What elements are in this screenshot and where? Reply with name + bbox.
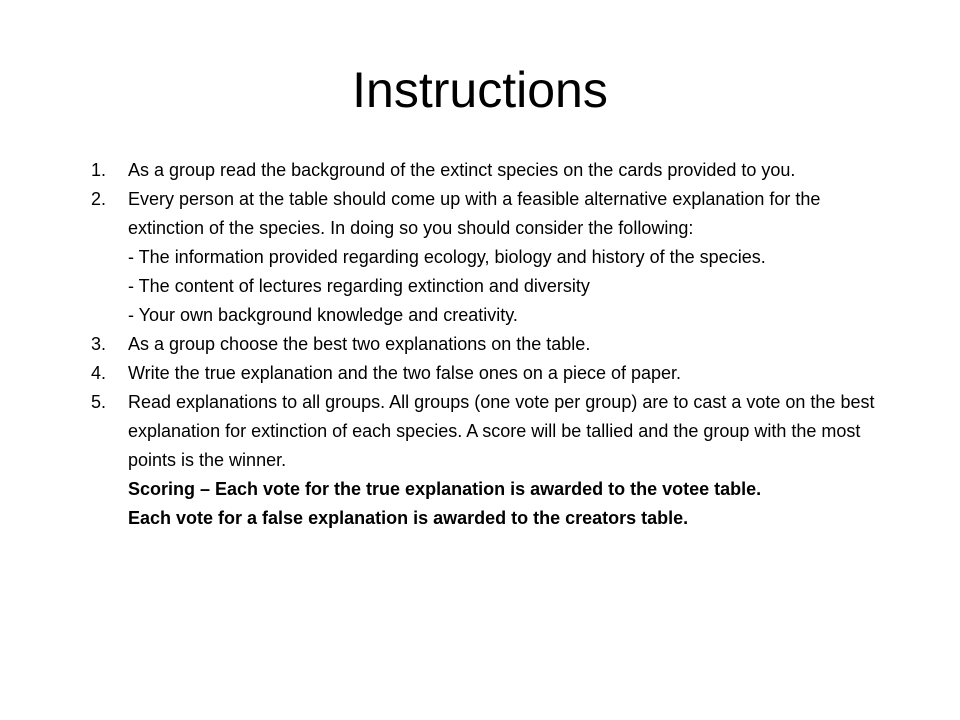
list-item-1: [91, 156, 881, 185]
item-text: Write the true explanation and the two false ones on a piece of paper.: [128, 363, 682, 383]
item-number: 1.: [91, 160, 107, 180]
item-number: 2.: [91, 189, 107, 209]
sub-point: - The content of lectures regarding extinction and diversity: [128, 276, 590, 296]
sub-point: - The information provided regarding ecology, biology and history of the species.: [128, 247, 766, 267]
scoring-rule: Scoring – Each vote for the true explanation is awarded to the votee table.: [128, 479, 762, 499]
item-number: 4.: [91, 363, 107, 383]
list-item-2: [91, 185, 881, 330]
list-item-4: [91, 359, 881, 388]
list-item-3: [91, 330, 881, 359]
instructions-list: [91, 156, 881, 533]
item-text: Every person at the table should come up with a feasible alternative explanation for the extinction of the species. In doing so you should consider the following:: [128, 189, 821, 238]
item-text: Read explanations to all groups. All groups (one vote per group) are to cast a vote on the best explanation for extinction of each species. A score will be tallied and the group with the most points is the winner.: [128, 392, 875, 470]
item-text: As a group choose the best two explanations on the table.: [128, 334, 591, 354]
item-text: As a group read the background of the extinct species on the cards provided to you.: [128, 160, 796, 180]
scoring-rule: Each vote for a false explanation is awarded to the creators table.: [128, 508, 689, 528]
sub-point: - Your own background knowledge and creativity.: [128, 305, 518, 325]
item-number: 3.: [91, 334, 107, 354]
item-number: 5.: [91, 392, 107, 412]
slide-title: Instructions: [352, 62, 608, 118]
list-item-5: [91, 388, 881, 533]
